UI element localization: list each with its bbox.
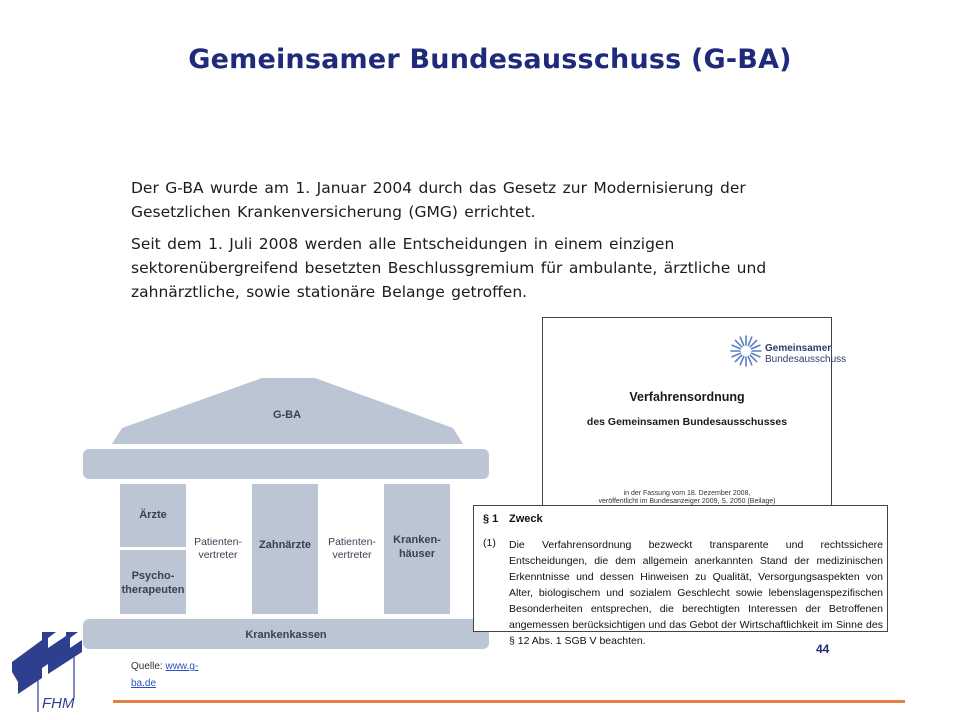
logo-ray [750,340,756,346]
logo-line1: Gemeinsamer [765,343,832,354]
decision-paragraph: Seit dem 1. Juli 2008 werden alle Entscheidungen in einem einzigen sektorenübergreifend besetzten Beschlussgremium für ambulante, ärztliche und zahnärztliche, sowie stationäre Belange getroffen. [131,235,767,301]
clause-text: Die Verfahrensordnung bezweckt transparente und rechtssichere Entscheidungen, die dem allgemein anerkannten Stand der medizinischen Erkenntnisse und dessen Hinweisen zu Qualität, Versorgungsaspekten von Alter, biologischem und sozialem Geschlecht sowie lebenslagenspezifischen Besonderheiten entsprechen, die berechtigten Interessen der Betroffenen angemessen berücksichtigen und das Gebot der Wirtschaftlichkeit im Sinne des § 12 Abs. 1 SGB V beachten. [509,539,883,647]
logo-ray [740,357,743,365]
version-line2: veröffentlicht im Bundesanzeiger 2009, S. 2050 (Beilage) [598,498,776,505]
verfahrensordnung-cover [542,317,847,517]
psycho-label-1: Psycho- [131,570,175,582]
gba-logo-icon [729,334,763,368]
paragraph-excerpt [473,505,888,647]
logo-ray [752,345,760,348]
zahnaerzte-label: Zahnärzte [259,539,311,551]
aerzte-label: Ärzte [139,509,167,521]
logo-ray [735,340,741,346]
patienten-left-2: vertreter [198,549,238,561]
logo-ray [740,337,743,345]
base-label: Krankenkassen [245,629,327,641]
source-label: Quelle: [131,661,166,672]
krankenhaeuser-label-1: Kranken- [393,534,441,546]
krankenhaeuser-label-2: häuser [398,548,436,560]
intro-paragraph: Der G-BA wurde am 1. Januar 2004 durch das Gesetz zur Modernisierung der Gesetzlichen Krankenversicherung (GMG) errichtet. [131,179,746,221]
roof-label: G-BA [272,409,302,421]
column-psycho [120,550,186,614]
source-note [131,658,241,692]
logo-ray [750,355,756,361]
source-link[interactable]: www.g- ba.de [131,661,199,689]
slide-title: Gemeinsamer Bundesausschuss (G-BA) [188,44,792,75]
patienten-left-1: Patienten- [194,536,242,548]
patienten-right-2: vertreter [332,549,372,561]
logo-ray [735,355,741,361]
section-number: § 1 [483,513,499,525]
fhm-logo [8,628,90,714]
gba-logo-text [765,343,846,365]
logo-ray [748,357,751,365]
logo-ray [732,353,740,356]
logo-ray [748,337,751,345]
patienten-right-1: Patienten- [328,536,376,548]
footer-accent-line [113,700,905,703]
document-title: Verfahrensordnung [629,390,745,404]
page-number: 44 [816,642,830,656]
fhm-logo-text: FHM [42,695,75,712]
section-heading: Zweck [509,513,543,525]
clause-number: (1) [483,537,496,549]
document-version [543,490,831,506]
document-subtitle: des Gemeinsamen Bundesausschusses [586,416,788,428]
version-line1: in der Fassung vom 18. Dezember 2008, [623,490,751,497]
psycho-label-2: therapeuten [121,584,185,596]
temple-beam [83,449,489,479]
logo-ray [732,345,740,348]
logo-ray [752,353,760,356]
logo-line2: Bundesausschuss [765,354,847,365]
fhm-logo-mark [12,632,82,694]
